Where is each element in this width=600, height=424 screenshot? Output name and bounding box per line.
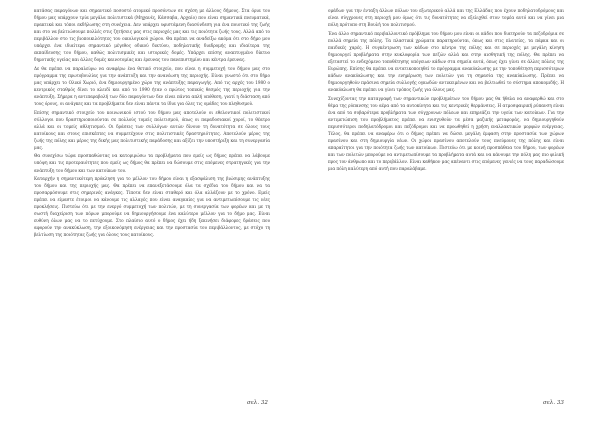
paragraph: Θα συνεχίσω τώρα προσπαθώντας να κατοριρώσω τα προβλήματα που εμείς ως δήμος πρέπει να λάβουμε υπόψη και τις προτεραιότητες που εμείς ως δήμος θα πρέπει να δώσουμε στις επόμενες στρατηγικές για την ανάπτυξη του δήμου και των κατοίκων του. [34, 153, 270, 173]
paragraph: Επίσης σημαντικό στοιχείο του κοινωνικού ιστού του δήμου μας αποτελούν οι εθελοντικοί πολιτιστικοί σύλλογοι που δραστηριοποιούνται σε πολλούς τομείς πολιτισμού, όπως οι παραδοσιακοί χοροί, το θέατρο αλλά και οι τομείς αθλητισμού. Οι δράσεις των συλλόγων αυτών δίνουν τη δυνατότητα σε όλους τους κατοίκους και στους επισκέπτες να συμμετέχουν στις πολιτιστικές δραστηριότητες. Αποτελούν μέρος της ζωής της πόλης και μέρος της δικής μας πολιτιστικής παράδοσης και αξίζει την υποστήριξη και τη συνεργασία μας. [34, 109, 270, 150]
paragraph: Συνεχίζοντας την καταγραφή των σημαντικών προβλημάτων του δήμου μας θα ήθελα να αναφερθώ και στο θέμα της ρύπανσης του αέρα από τα αυτοκίνητα και τις κεντρικές θερμάνσεις. Η ατμοσφαιρική ρύπανση είναι ένα από τα σοβαρότερα προβλήματα των σύγχρονων πόλεων και επηρεάζει την υγεία των κατοίκων. Για την αντιμετώπιση του προβλήματος πρέπει να ενισχυθούν τα μέσα μαζικής μεταφοράς, να δημιουργηθούν περισσότεροι ποδηλατόδρομοι και πεζόδρομοι και να προωθηθεί η χρήση εναλλακτικών μορφών ενέργειας. Τέλος, θα πρέπει να αναφέρω ότι ο δήμος πρέπει να δώσει μεγάλη έμφαση στην προστασία των χώρων πρασίνου και στη δημιουργία νέων. Οι χώροι πρασίνου αποτελούν τους πνεύμονες της πόλης και είναι απαραίτητοι για την ποιότητα ζωής των κατοίκων. Πιστεύω ότι με κοινή προσπάθεια του δήμου, των φορέων και των πολιτών μπορούμε να αντιμετωπίσουμε τα προβλήματα αυτά και να κάνουμε την πόλη μας πιο φιλική προς τον άνθρωπο και το περιβάλλον. Είναι καθήκον μας απέναντι στις επόμενες γενιές να τους παραδώσουμε μια πόλη καλύτερη από αυτή που παραλάβαμε. [328, 95, 564, 172]
paragraph: Ένα άλλο σημαντικό περιβαλλοντικό πρόβλημα του δήμου μου είναι οι κάδοι που διατηρούν τα πεζοδρόμια σε πολλά σημεία της πόλης. Τα πλαστικά χρώματα παρατηρούνται, όπως και στις πλατείες, τα πάρκα και οι παιδικές χαρές. Η συγκέντρωση των κάδων στο κέντρο της πόλης και σε περιοχές με μεγάλη κίνηση δημιουργεί προβλήματα στην κυκλοφορία των πεζών αλλά και στην αισθητική της πόλης. Θα πρέπει να εξεταστεί το ενδεχόμενο τοποθέτησης υπόγειων κάδων στα σημεία αυτά, όπως έχει γίνει σε άλλες πόλεις της Ευρώπης. Επίσης θα πρέπει να εντατικοποιηθεί το πρόγραμμα ανακύκλωσης με την τοποθέτηση περισσότερων κάδων ανακύκλωσης και την ενημέρωση των πολιτών για τη σημασία της ανακύκλωσης. Πρέπει να δημιουργηθούν πράσινα σημεία συλλογής ογκωδών αντικειμένων και να βελτιωθεί το σύστημα αποκομιδής. Η ανακύκλωση θα πρέπει να γίνει τρόπος ζωής για όλους μας. [328, 30, 564, 93]
paragraph: Δε θα πρέπει να παραλείψω να αναφέρω ένα θετικό στοιχείο, που είναι η συμμετοχή του δήμου μας στο πρόγραμμα της πρωτοβουλίας για την ανάπτυξη και την ανανέωση της περιοχής. Είναι γνωστό ότι στο δήμο μας υπάρχει το Ολικό Χωριό, ένα δημιουργημένο χώρο της ανάπτυξης παραγωγής. Από τις αρχές του 1980 ο κεντρικός σταθμός δίνει το κλειδί και από το 1990 ήταν ο πρώτος τοπικός θεσμός της περιοχής για την ανάπτυξη. Σήμερα η αντιπαραβολή των δύο παραγόντων δεν είναι πάντα απλή υπόθεση, γιατί η διάσταση από τους όρους, οι ανάγκες και τα προβλήματα δεν είναι πάντα τα ίδια για όλες τις ομάδες του πληθυσμού. [34, 65, 270, 107]
right-text-column [328, 7, 564, 174]
paragraph: ομάδων για την ένταξη άλλων πόλων του εξωτερικού αλλά και της Ελλάδας που έχουν ποδηλατοδρόμους και είναι σύγχρονες στη περιοχή μου όμως ότι τις δυνατότητες να εξελιχθεί στον τομέα αυτό και να γίνει μια πόλη πρότυπο στη Βουλή του πολιτισμού. [328, 8, 564, 28]
page-number: σελ. 33 [542, 400, 564, 406]
page-number: σελ. 32 [246, 400, 268, 406]
left-text-column [34, 7, 270, 240]
paragraph: κατάσας παραγόνων και σημαντικό ποσοστό ατομικό προσόντων σε σχέση με άλλους δήμους. Στα όρια του δήμου μας υπάρχουν τρία μεγάλα πολιτιστικά (Μηχανές, Κάσσαβα, Αρχαίο) που είναι σημαντικά πνευματικά, πρακτικά και τόποι εκδήλωσης στη συνέχεια. Δεν υπάρχει υφιστάμενη διασύνδεση για ένα ποιοτικό της ζωής και στο να βελτιώσουμε πολλές στις ζητήσεις μας στις περιοχές μας και τις ποιότητα ζωής τους. Αλλά από το περιβάλλον στο τις βιοποικιλότητες του οικολογικού χώρου. Θα πρέπει να αναδείξω ακόμα ότι στο δήμο μου υπάρχει ένα ιδιαίτερα σημαντικό μέγεθος οδικού δικτύου, ποδηλατικής διαδρομής και ιδιαίτερα της εκπαίδευσης του δήμου, καθώς πολιτισμικές και ιστορικές δομές. Υπάρχει επίσης αναπτυγμένο δίκτυο δημοτικής υγείας και άλλες δομές καινοτομίας και έρευνας του πανεπιστημίου και κέντρα έρευνας. [34, 8, 270, 63]
paragraph: Καταρχήν η σημαντικότερη πρόκληση για το μέλλον του δήμου είναι η εξασφάλιση της βιώσιμης ανάπτυξης του δήμου και της περιοχής μας. Θα πρέπει να επανεξετάσουμε όλα τα σχέδια του δήμου και να τα προσαρμόσουμε στις σημερινές ανάγκες. Τίποτα δεν είναι σταθερό και όλα αλλάζουν με το χρόνο. Εμείς πρέπει να είμαστε έτοιμοι να κάνουμε τις αλλαγές που είναι αναγκαίες για να αντιμετωπίσουμε τις νέες προκλήσεις. Πιστεύω ότι με την ενεργό συμμετοχή των πολιτών, με τη συνεργασία των φορέων και με τη σωστή διαχείριση των πόρων μπορούμε να δημιουργήσουμε ένα καλύτερο μέλλον για το δήμο μας. Είναι ευθύνη όλων μας να το πετύχουμε. Στο πλαίσιο αυτό ο δήμος έχει ήδη ξεκινήσει διάφορες δράσεις που αφορούν την ανακύκλωση, την εξοικονόμηση ενέργειας και την προστασία του περιβάλλοντος, με στόχο τη βελτίωση της ποιότητας ζωής για όλους τους κατοίκους. [34, 176, 270, 238]
right-page [300, 0, 600, 424]
